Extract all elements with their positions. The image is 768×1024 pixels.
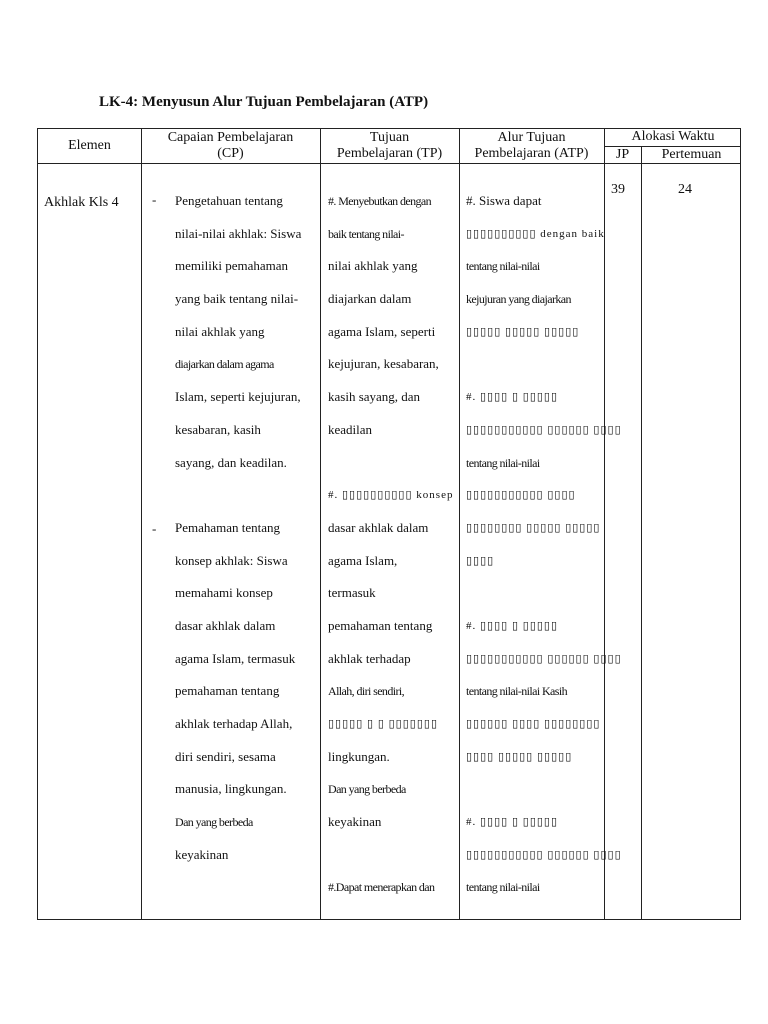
atp-line: ▯▯▯▯▯▯▯▯▯▯▯ ▯▯▯▯▯▯ ▯▯▯▯ <box>466 423 622 436</box>
cp-line: Pemahaman tentang <box>175 519 281 535</box>
column-divider <box>459 129 460 919</box>
page-title: LK-4: Menyusun Alur Tujuan Pembelajaran (ATP) <box>99 94 429 110</box>
atp-line: tentang nilai-nilai Kasih <box>466 684 567 699</box>
tp-line: baik tentang nilai- <box>328 226 404 241</box>
atp-line <box>466 354 601 387</box>
cp-line: sayang, dan keadilan. <box>175 454 287 470</box>
column-divider <box>604 129 605 919</box>
cp-line: akhlak terhadap Allah, <box>175 716 293 731</box>
atp-table <box>37 128 741 920</box>
atp-line <box>466 779 601 812</box>
elemen-value: Akhlak Kls 4 <box>44 195 119 210</box>
tp-line: agama Islam, seperti <box>328 323 436 339</box>
cp-line: keyakinan <box>175 846 229 862</box>
cp-line: yang baik tentang nilai- <box>175 291 299 307</box>
cp-line: Islam, seperti kejujuran, <box>175 389 301 405</box>
tp-line: #. Menyebutkan dengan <box>328 194 432 208</box>
tp-line: Dan yang berbeda <box>328 782 406 797</box>
atp-line: kejujuran yang diajarkan <box>466 292 571 307</box>
atp-line: #. Siswa dapat <box>466 193 542 208</box>
jp-value: 39 <box>611 182 625 197</box>
tp-line: akhlak terhadap <box>328 650 411 666</box>
cp-line: konsep akhlak: Siswa <box>175 552 288 568</box>
cp-line: agama Islam, termasuk <box>175 650 296 666</box>
atp-line: #. ▯▯▯▯ ▯ ▯▯▯▯▯ <box>466 619 559 632</box>
cp-line: memiliki pemahaman <box>175 258 288 274</box>
tp-line: keadilan <box>328 421 373 437</box>
tp-line: termasuk <box>328 585 376 601</box>
cp-line: diri sendiri, sesama <box>175 748 276 764</box>
header-alokasi-waktu: Alokasi Waktu <box>631 129 715 144</box>
tp-line: nilai akhlak yang <box>328 258 418 274</box>
header-cp-line1: Capaian Pembelajaran <box>167 130 294 145</box>
tp-line: dasar akhlak dalam <box>328 519 429 535</box>
tp-line <box>328 845 458 878</box>
tp-line: pemahaman tentang <box>328 617 433 633</box>
pertemuan-value: 24 <box>678 182 692 197</box>
header-jp: JP <box>615 147 630 162</box>
header-tp-line2: Pembelajaran (TP) <box>336 146 443 161</box>
atp-line: ▯▯▯▯▯▯▯▯▯▯ dengan baik <box>466 227 605 240</box>
tp-line: diajarkan dalam <box>328 291 412 307</box>
atp-line: ▯▯▯▯▯▯▯▯▯▯▯ ▯▯▯▯ <box>466 489 576 502</box>
header-atp <box>459 130 604 162</box>
atp-line: ▯▯▯▯▯▯ ▯▯▯▯ ▯▯▯▯▯▯▯▯ <box>466 718 601 730</box>
cp-line: pemahaman tentang <box>175 683 280 699</box>
cp-line: Dan yang berbeda <box>175 815 253 830</box>
cp-line: kesabaran, kasih <box>175 421 261 437</box>
atp-line: tentang nilai-nilai <box>466 880 540 895</box>
column-divider <box>141 129 142 919</box>
atp-line: ▯▯▯▯▯▯▯▯▯▯▯ ▯▯▯▯▯▯ ▯▯▯▯ <box>466 652 622 665</box>
tp-line <box>328 453 458 486</box>
header-atp-line1: Alur Tujuan <box>497 130 566 145</box>
cp-line <box>175 485 315 518</box>
tp-line: ▯▯▯▯▯ ▯ ▯ ▯▯▯▯▯▯▯ <box>328 718 438 730</box>
tp-line: keyakinan <box>328 814 382 830</box>
tp-line: Allah, diri sendiri, <box>328 684 404 699</box>
atp-line: ▯▯▯▯ ▯▯▯▯▯ ▯▯▯▯▯ <box>466 750 573 763</box>
tp-content <box>328 191 458 910</box>
column-divider <box>641 146 642 919</box>
cp-line: Pengetahuan tentang <box>175 193 283 208</box>
header-atp-line2: Pembelajaran (ATP) <box>474 146 589 161</box>
cp-line: dasar akhlak dalam <box>175 617 276 633</box>
tp-line: agama Islam, <box>328 552 398 568</box>
tp-line: lingkungan. <box>328 748 390 764</box>
atp-line: ▯▯▯▯▯▯▯▯▯▯▯ ▯▯▯▯▯▯ ▯▯▯▯ <box>466 848 622 861</box>
tp-line: kasih sayang, dan <box>328 389 421 405</box>
header-divider <box>38 163 740 164</box>
atp-line: ▯▯▯▯ <box>466 554 495 567</box>
header-pertemuan: Pertemuan <box>661 147 722 162</box>
header-cp <box>141 130 320 162</box>
atp-line: #. ▯▯▯▯ ▯ ▯▯▯▯▯ <box>466 816 559 829</box>
tp-line: #. ▯▯▯▯▯▯▯▯▯▯ konsep <box>328 489 454 502</box>
bullet-dash: - <box>152 192 157 207</box>
cp-line: diajarkan dalam agama <box>175 357 274 372</box>
header-tp <box>320 130 459 162</box>
atp-line: #. ▯▯▯▯ ▯ ▯▯▯▯▯ <box>466 391 559 404</box>
cp-line: nilai-nilai akhlak: Siswa <box>175 225 302 241</box>
header-cp-line2: (CP) <box>217 146 244 161</box>
tp-line: #.Dapat menerapkan dan <box>328 880 435 895</box>
atp-line: ▯▯▯▯▯▯▯▯ ▯▯▯▯▯ ▯▯▯▯▯ <box>466 521 601 534</box>
cp-line: nilai akhlak yang <box>175 323 265 339</box>
atp-line <box>466 583 601 616</box>
cp-line: memahami konsep <box>175 585 273 601</box>
atp-line: tentang nilai-nilai <box>466 259 540 274</box>
header-tp-line1: Tujuan <box>369 130 410 145</box>
bullet-dash: - <box>152 521 157 536</box>
column-divider <box>320 129 321 919</box>
tp-line: kejujuran, kesabaran, <box>328 356 439 372</box>
header-elemen: Elemen <box>68 138 111 153</box>
atp-content <box>466 191 622 910</box>
cp-content <box>175 191 315 877</box>
atp-line: tentang nilai-nilai <box>466 455 540 470</box>
atp-line: ▯▯▯▯▯ ▯▯▯▯▯ ▯▯▯▯▯ <box>466 325 580 338</box>
cp-line: manusia, lingkungan. <box>175 781 287 797</box>
